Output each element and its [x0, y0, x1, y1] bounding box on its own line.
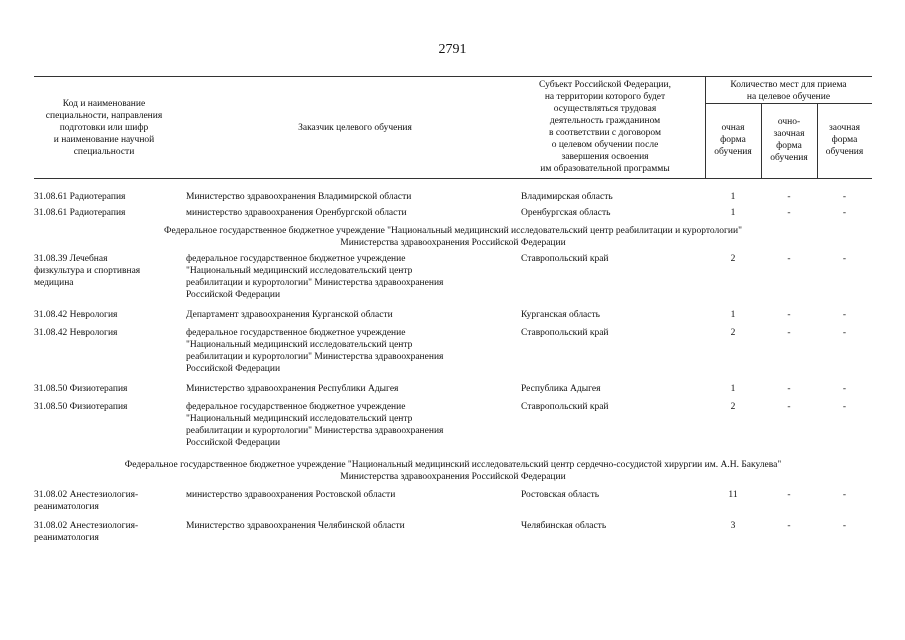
subject-cell: Владимирская область	[521, 192, 613, 202]
customer-line: Российской Федерации	[186, 290, 281, 300]
subject-cell: Ставропольский край	[521, 402, 609, 412]
header-code	[34, 98, 174, 158]
customer-line: "Национальный медицинский исследовательский центр	[186, 340, 413, 350]
part-time-cell: -	[787, 310, 791, 320]
part-time-cell: -	[787, 192, 791, 202]
subject-cell: Челябинская область	[521, 521, 607, 531]
subject-cell: Ставропольский край	[521, 328, 609, 338]
code-line: физкультура и спортивная	[34, 266, 141, 276]
extramural-cell: -	[842, 310, 847, 320]
customer-line: реабилитации и курортологии" Министерства здравоохранения	[186, 352, 444, 362]
header-line: заочная	[829, 123, 860, 133]
code-line: 31.08.39 Лечебная	[34, 254, 108, 264]
customer-line: Министерство здравоохранения Челябинской области	[186, 521, 405, 531]
customer-line: Министерство здравоохранения Республики Адыгея	[186, 384, 399, 394]
customer-cell	[186, 207, 516, 219]
full-time-cell: 1	[730, 208, 736, 218]
customer-line: реабилитации и курортологии" Министерства здравоохранения	[186, 278, 444, 288]
extramural-cell: -	[842, 208, 847, 218]
header-bottom-rule	[34, 178, 872, 179]
header-line: форма	[776, 141, 802, 151]
page-number: 2791	[438, 42, 467, 57]
extramural-cell: -	[842, 254, 847, 264]
code-line: 31.08.02 Анестезиология-	[34, 521, 139, 531]
customer-cell	[186, 383, 516, 395]
header-line: форма	[831, 135, 858, 145]
extramural-cell: -	[842, 192, 847, 202]
customer-line: реабилитации и курортологии" Министерства здравоохранения	[186, 426, 444, 436]
code-cell	[34, 191, 184, 203]
customer-line: федеральное государственное бюджетное учреждение	[186, 402, 406, 412]
full-time-cell: 2	[730, 254, 736, 264]
customer-line: Российской Федерации	[186, 438, 281, 448]
header-line: заочная	[773, 129, 805, 139]
header-line: обучения	[825, 147, 864, 157]
header-line: Субъект Российской Федерации,	[539, 80, 671, 90]
part-time-cell: -	[787, 521, 791, 531]
part-time-cell: -	[787, 402, 791, 412]
customer-line: Департамент здравоохранения Курганской области	[186, 310, 393, 320]
extramural-cell: -	[842, 328, 847, 338]
code-cell	[34, 327, 184, 339]
customer-cell	[186, 253, 516, 301]
header-line: завершения освоения	[561, 152, 649, 162]
code-line: 31.08.61 Радиотерапия	[34, 208, 126, 218]
code-line: 31.08.42 Неврология	[34, 328, 118, 338]
header-line: осуществляться трудовая	[553, 104, 657, 114]
subject-cell: Ростовская область	[521, 490, 600, 500]
full-time-cell: 1	[730, 310, 736, 320]
code-cell	[34, 401, 184, 413]
section-heading: Федеральное государственное бюджетное учреждение "Национальный медицинский исследовательский центр сердечно-сосудистой хирургии им. А.Н. Бакулева"	[124, 460, 782, 470]
header-line: на целевое обучение	[746, 92, 831, 102]
header-line: Код и наименование	[62, 99, 146, 109]
code-line: 31.08.50 Физиотерапия	[34, 402, 128, 412]
header-line: специальности, направления	[45, 111, 163, 121]
customer-cell	[186, 191, 516, 203]
part-time-cell: -	[787, 328, 791, 338]
customer-cell	[186, 520, 516, 532]
customer-line: Российской Федерации	[186, 364, 281, 374]
header-customer: Заказчик целевого обучения	[298, 123, 412, 133]
customer-line: федеральное государственное бюджетное учреждение	[186, 328, 406, 338]
code-cell	[34, 309, 184, 321]
subject-cell: Республика Адыгея	[521, 384, 601, 394]
code-line: 31.08.42 Неврология	[34, 310, 118, 320]
header-extramural	[817, 122, 872, 158]
customer-line: министерство здравоохранения Оренбургской области	[186, 208, 407, 218]
code-cell	[34, 520, 184, 544]
code-line: 31.08.61 Радиотерапия	[34, 192, 126, 202]
header-line: очная	[721, 123, 745, 133]
customer-line: "Национальный медицинский исследовательский центр	[186, 414, 413, 424]
header-line: деятельность гражданином	[549, 116, 661, 126]
full-time-cell: 11	[728, 490, 738, 500]
part-time-cell: -	[787, 384, 791, 394]
customer-line: Министерство здравоохранения Владимирской области	[186, 192, 412, 202]
code-cell	[34, 383, 184, 395]
customer-line: федеральное государственное бюджетное учреждение	[186, 254, 406, 264]
part-time-cell: -	[787, 254, 791, 264]
header-part-time	[761, 116, 817, 164]
header-full-time	[705, 122, 761, 158]
customer-cell	[186, 489, 516, 501]
code-cell	[34, 489, 184, 513]
section-heading: Министерства здравоохранения Российской Федерации	[340, 238, 566, 248]
section-heading: Министерства здравоохранения Российской Федерации	[340, 472, 566, 482]
subject-cell: Оренбургская область	[521, 208, 611, 218]
code-line: 31.08.50 Физиотерапия	[34, 384, 128, 394]
full-time-cell: 2	[730, 328, 736, 338]
customer-line: министерство здравоохранения Ростовской области	[186, 490, 396, 500]
subject-cell: Курганская область	[521, 310, 600, 320]
header-line: на территории которого будет	[544, 92, 666, 102]
full-time-cell: 3	[730, 521, 736, 531]
header-line: очно-	[777, 117, 801, 127]
code-line: медицина	[34, 278, 74, 288]
header-places	[705, 79, 872, 103]
customer-cell	[186, 401, 516, 449]
full-time-cell: 2	[730, 402, 736, 412]
code-line: реаниматология	[34, 502, 99, 512]
header-line: обучения	[770, 153, 808, 163]
customer-cell	[186, 327, 516, 375]
header-line: и наименование научной	[53, 135, 155, 145]
header-line: форма	[720, 135, 746, 145]
header-line: о целевом обучении после	[551, 140, 659, 150]
full-time-cell: 1	[730, 384, 736, 394]
customer-line: "Национальный медицинский исследовательский центр	[186, 266, 413, 276]
table-top-rule	[34, 76, 872, 77]
part-time-cell: -	[787, 490, 791, 500]
code-line: реаниматология	[34, 533, 99, 543]
code-cell	[34, 207, 184, 219]
header-line: им образовательной программы	[540, 164, 670, 174]
full-time-cell: 1	[730, 192, 736, 202]
header-line: специальности	[73, 147, 135, 157]
subject-cell: Ставропольский край	[521, 254, 609, 264]
header-line: подготовки или шифр	[59, 123, 149, 133]
part-time-cell: -	[787, 208, 791, 218]
extramural-cell: -	[842, 402, 847, 412]
extramural-cell: -	[842, 521, 847, 531]
section-heading: Федеральное государственное бюджетное учреждение "Национальный медицинский исследовательский центр реабилитации и курортологии"	[164, 226, 742, 236]
places-sub-rule	[705, 103, 872, 104]
header-line: Количество мест для приема	[730, 80, 847, 90]
header-line: обучения	[714, 147, 752, 157]
header-line: в соответствии с договором	[548, 128, 661, 138]
header-subject	[520, 79, 690, 175]
extramural-cell: -	[842, 384, 847, 394]
code-cell	[34, 253, 184, 289]
customer-cell	[186, 309, 516, 321]
code-line: 31.08.02 Анестезиология-	[34, 490, 139, 500]
extramural-cell: -	[842, 490, 847, 500]
